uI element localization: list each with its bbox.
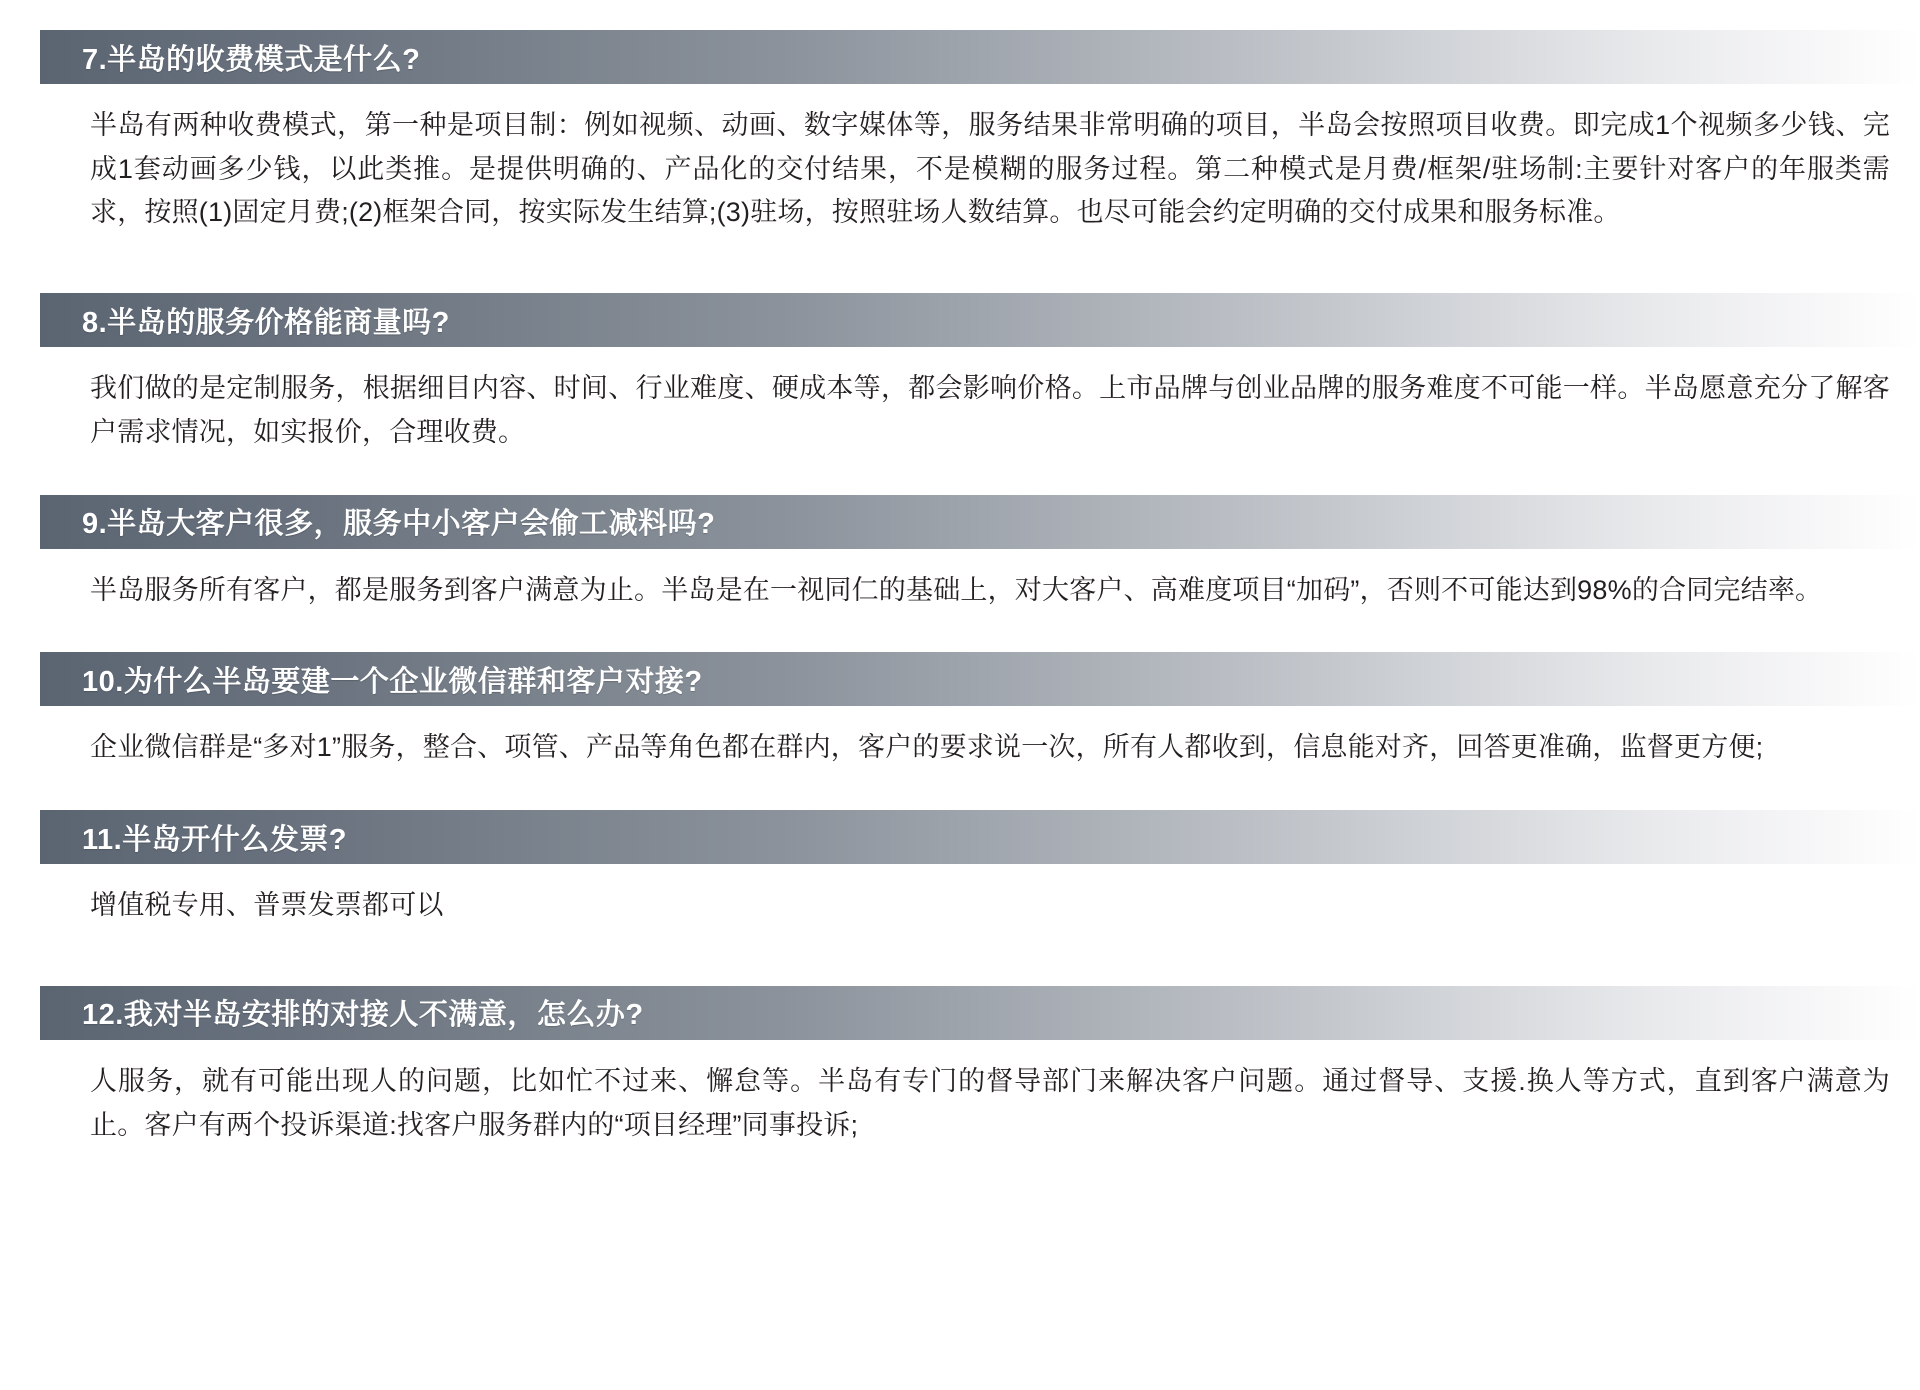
faq-question-7: 7.半岛的收费模式是什么? xyxy=(82,43,421,76)
faq-question-12: 12.我对半岛安排的对接人不满意，怎么办? xyxy=(82,999,644,1032)
faq-question-bar-12 xyxy=(40,986,1920,1040)
faq-question-bar-8 xyxy=(40,293,1920,347)
spacer-7-8 xyxy=(0,235,1920,293)
faq-answer-12: 人服务，就有可能出现人的问题，比如忙不过来、懈怠等。半岛有专门的督导部门来解决客户问题。通过督导、支援.换人等方式，直到客户满意为止。客户有两个投诉渠道:找客户服务群内的“项目经理”同事投诉; xyxy=(90,1065,1890,1140)
faq-answer-11: 增值税专用、普票发票都可以 xyxy=(90,890,444,921)
faq-answer-7: 半岛有两种收费模式，第一种是项目制：例如视频、动画、数字媒体等，服务结果非常明确的项目，半岛会按照项目收费。即完成1个视频多少钱、完成1套动画多少钱，以此类推。是提供明确的、产品化的交付结果，不是模糊的服务过程。第二种模式是月费/框架/驻场制:主要针对客户的年服类需求，按照(1)固定月费;(2)框架合同，按实际发生结算;(3)驻场，按照驻场人数结算。也尽可能会约定明确的交付成果和服务标准。 xyxy=(90,110,1890,228)
faq-item-8 xyxy=(0,293,1920,454)
faq-question-bar-10 xyxy=(40,652,1920,706)
faq-answer-8: 我们做的是定制服务，根据细目内容、时间、行业难度、硬成本等，都会影响价格。上市品牌与创业品牌的服务难度不可能一样。半岛愿意充分了解客户需求情况，如实报价，合理收费。 xyxy=(90,373,1890,447)
faq-question-10: 10.为什么半岛要建一个企业微信群和客户对接? xyxy=(82,665,703,698)
faq-answer-9: 半岛服务所有客户，都是服务到客户满意为止。半岛是在一视同仁的基础上，对大客户、高难度项目“加码”，否则不可能达到98%的合同完结率。 xyxy=(90,574,1823,605)
faq-answer-10: 企业微信群是“多对1”服务，整合、项管、产品等角色都在群内，客户的要求说一次，所有人都收到，信息能对齐，回答更准确，监督更方便; xyxy=(90,732,1764,763)
faq-question-8: 8.半岛的服务价格能商量吗? xyxy=(82,306,450,339)
faq-item-12 xyxy=(0,986,1920,1147)
faq-question-9: 9.半岛大客户很多，服务中小客户会偷工减料吗? xyxy=(82,508,716,541)
faq-item-7 xyxy=(0,30,1920,235)
faq-question-11: 11.半岛开什么发票? xyxy=(82,823,347,856)
faq-item-11 xyxy=(0,810,1920,928)
faq-item-10 xyxy=(0,652,1920,770)
faq-item-9 xyxy=(0,495,1920,613)
spacer-top xyxy=(0,0,1920,30)
spacer-8-9 xyxy=(0,455,1920,495)
spacer-10-11 xyxy=(0,770,1920,810)
faq-question-bar-11 xyxy=(40,810,1920,864)
spacer-9-10 xyxy=(0,612,1920,652)
faq-question-bar-7 xyxy=(40,30,1920,84)
spacer-11-12 xyxy=(0,928,1920,986)
faq-question-bar-9 xyxy=(40,495,1920,549)
